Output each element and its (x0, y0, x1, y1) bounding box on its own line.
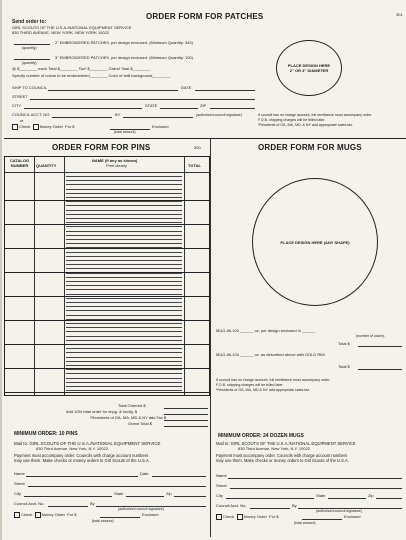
pins-name-row-line (66, 373, 182, 374)
pins-order-row-divider (4, 248, 210, 249)
pins-name-row-line (66, 184, 182, 185)
pins-state-label: State (114, 491, 124, 496)
pins-add-shipping: Add 10% total order for shpg. & hndlg. $ (66, 409, 138, 414)
patches-circle-text: PLACE DESIGN HERE 2" OR 3" DIAMETER (287, 63, 331, 73)
patches-authorized-label: (authorized council signature) (196, 113, 242, 117)
pins-name-row-line (66, 226, 182, 227)
pins-payment-1: Payment must accompany order. Councils with charge account numbers (14, 453, 149, 458)
pins-shipping-field[interactable] (164, 414, 208, 415)
pins-code: 500 (194, 145, 201, 150)
pins-name-row-line (66, 201, 182, 202)
pins-order-row-divider (4, 296, 210, 297)
patches-colors-row: Specify number of colors to be embroidered________ Color of twill background________ (12, 73, 171, 78)
pins-city-label: City (14, 491, 21, 496)
pins-street-field[interactable] (28, 486, 206, 487)
pins-street-label: Street (14, 481, 25, 486)
mugs-state-label: State (316, 493, 326, 498)
pins-council-acct-field[interactable] (48, 506, 88, 507)
pins-col-divider-2 (64, 156, 65, 396)
pins-date-field[interactable] (152, 476, 206, 477)
patches-city-label: CITY (12, 103, 22, 108)
mugs-zip-field[interactable] (376, 498, 402, 499)
pins-name-row-line (66, 336, 182, 337)
pins-total-ordered: Total Ordered $ (118, 403, 146, 408)
patches-2in-line: 2" EMBROIDERED PATCHES, per design enclosed. (Minimum Quantity: 340) (55, 40, 193, 45)
pins-name-row-line (66, 357, 182, 358)
patches-council-acct-label: COUNCIL ACCT. NO. (12, 112, 51, 117)
pins-col-divider-1 (34, 156, 35, 396)
mugs-zip-label: Zip (368, 493, 374, 498)
pins-city-field[interactable] (24, 496, 112, 497)
patches-for-label: For $ (65, 124, 75, 130)
pins-payment-2: may use them. Make checks or money orders to Girl Scouts of the U.S.A. (14, 458, 150, 463)
pins-order-row-divider (4, 224, 210, 225)
patches-ship-to-label: SHIP TO COUNCIL (12, 85, 47, 90)
pins-name-row-line (66, 214, 182, 215)
mugs-circle-text: PLACE DESIGN HERE (ANY SHAPE) (280, 239, 350, 245)
patches-state-field[interactable] (160, 108, 198, 109)
mugs-enclosed-label: Enclosed (344, 514, 361, 519)
mugs-street-field[interactable] (230, 488, 402, 489)
pins-tax-field[interactable] (164, 420, 208, 421)
patches-zip-label: ZIP (200, 103, 207, 108)
pins-name-row-line (66, 235, 182, 236)
mugs-total-1-field[interactable] (358, 346, 402, 347)
mugs-check-checkbox[interactable] (216, 514, 222, 520)
mugs-design-circle (252, 178, 378, 306)
pins-enclosed-label: Enclosed (142, 512, 159, 517)
pins-col-divider-3 (184, 156, 185, 396)
pins-check-label: Check (21, 512, 33, 518)
patches-street-label: STREET (12, 94, 28, 99)
patches-money-order-checkbox[interactable] (33, 124, 39, 130)
pins-order-row-divider (4, 344, 210, 345)
pins-name-row-line (66, 361, 182, 362)
patches-send-to-line1: GIRL SCOUTS OF THE U.S.A./NATIONAL EQUIPMENT SERVICE (12, 25, 132, 30)
pins-name-row-line (66, 386, 182, 387)
patches-check-label: Check (19, 124, 31, 130)
pins-order-row-divider (4, 272, 210, 273)
pins-order-row-divider (4, 368, 210, 369)
patches-council-acct-field[interactable] (52, 117, 112, 118)
mugs-city-field[interactable] (226, 498, 314, 499)
patches-or-label: or (20, 118, 24, 123)
pins-name-row-line (66, 252, 182, 253)
pins-name-row-line (66, 197, 182, 198)
mugs-money-order-label: Money Order (243, 514, 267, 520)
pins-order-row-divider (4, 200, 210, 201)
pins-name-row-line (66, 277, 182, 278)
pins-name-row-line (66, 378, 182, 379)
patches-city-field[interactable] (24, 108, 142, 109)
pins-for-label: For $ (67, 512, 77, 518)
mugs-city-label: City (216, 493, 223, 498)
pins-name-row-line (66, 268, 182, 269)
pins-state-field[interactable] (126, 496, 164, 497)
patches-qty-2in-field[interactable] (14, 44, 50, 45)
pins-date-label: Date (140, 471, 149, 476)
mugs-mug1-line: MUG #6-100 ______ oz. per design enclosed in ______ (216, 328, 316, 333)
pins-amount-field[interactable] (100, 517, 140, 518)
mugs-council-acct-field[interactable] (250, 508, 290, 509)
pins-total-amount-label: (total amount) (92, 519, 114, 523)
patches-note2: F.O.B. shipping charges will be billed later. (258, 118, 326, 122)
patches-state-label: STATE (145, 103, 158, 108)
pins-name-row-line (66, 285, 182, 286)
pins-name-row-line (66, 239, 182, 240)
pins-name-row-line (66, 298, 182, 299)
pins-col-name-sub: Print clearly (106, 163, 127, 168)
mugs-state-field[interactable] (328, 498, 366, 499)
mugs-total-amount-label: (total amount) (294, 521, 316, 525)
patches-design-circle (276, 40, 342, 96)
patches-total-amount-label: (total amount) (114, 130, 136, 134)
pins-grand-total: Grand Total $ (128, 421, 152, 426)
pins-name-label: Name (14, 471, 25, 476)
pins-col-name: NAME (If any as shown) (92, 158, 138, 163)
mugs-mail-addr: 830 Third Avenue, New York, N.Y. 10022 (238, 446, 311, 451)
pins-payment-row (14, 512, 77, 518)
pins-total-ordered-field[interactable] (164, 408, 208, 409)
patches-date-field[interactable] (195, 90, 255, 91)
column-divider (210, 139, 211, 537)
pins-name-row-line (66, 323, 182, 324)
mugs-authorized-label: (authorized council signature) (316, 509, 362, 513)
pins-name-row-line (66, 180, 182, 181)
pins-col-catalog: CATALOG NUMBER (9, 158, 30, 168)
pins-name-row-line (66, 210, 182, 211)
patches-3in-line: 3" EMBROIDERED PATCHES, per design enclosed. (Minimum Quantity: 100) (55, 55, 193, 60)
pins-authorized-label: (authorized council signature) (118, 507, 164, 511)
pins-title: ORDER FORM FOR PINS (52, 143, 151, 152)
mugs-amount-field[interactable] (302, 519, 342, 520)
patches-by-field[interactable] (123, 117, 193, 118)
mugs-council-acct-label: Council Acct. No. (216, 503, 247, 508)
mugs-check-label: Check (223, 514, 235, 520)
pins-name-row-line (66, 281, 182, 282)
mugs-total-1-label: Total $ (338, 341, 350, 346)
pins-name-row-line (66, 382, 182, 383)
pins-zip-field[interactable] (174, 496, 206, 497)
pins-name-row-line (66, 289, 182, 290)
patches-street-field[interactable] (30, 99, 255, 100)
patches-money-order-label: Money Order (39, 124, 63, 130)
patches-send-to-label: Send order to: (12, 19, 47, 25)
pins-name-row-line (66, 260, 182, 261)
pins-name-row-line (66, 348, 182, 349)
pins-mail-to: Mail to: GIRL SCOUTS OF THE U.S.A./NATIONAL EQUIPMENT SERVICE (14, 441, 161, 446)
pins-name-row-line (66, 176, 182, 177)
binder-edge (0, 0, 2, 540)
mugs-payment-row (216, 514, 279, 520)
mugs-total-2-field[interactable] (358, 369, 402, 370)
patches-qty-label: (quantity) (22, 46, 37, 50)
pins-zip-label: Zip (166, 491, 172, 496)
pins-council-acct-label: Council Acct. No. (14, 501, 45, 506)
pins-order-row-divider (4, 392, 210, 393)
patches-price-row: @ $________ each Total $________ Tax* $________ Grand Total $________ (12, 66, 151, 71)
pins-name-row-line (66, 243, 182, 244)
pins-name-row-line (66, 256, 182, 257)
mugs-colors-label: (number of colors) (356, 334, 385, 338)
mugs-name-field[interactable] (228, 478, 402, 479)
mugs-money-order-checkbox[interactable] (237, 514, 243, 520)
page-number: 301 (396, 12, 403, 17)
pins-name-row-line (66, 315, 182, 316)
pins-name-row-line (66, 352, 182, 353)
mugs-street-label: Street (216, 483, 227, 488)
mugs-mail-to: Mail to: GIRL SCOUTS OF THE U.S.A./NATIONAL EQUIPMENT SERVICE (216, 441, 356, 446)
mugs-payment-1: Payment must accompany order. Councils with charge account numbers (216, 453, 348, 458)
patches-note3: *Residents of GA, MA, MD, & NY add appropriate sales tax. (258, 123, 354, 127)
mugs-by-label: By (292, 503, 297, 508)
patches-send-to-line2: 830 THIRD AVENUE, NEW YORK, NEW YORK 10022 (12, 30, 110, 35)
pins-residents-tax: *Residents of GA, MA, MD & NY add Tax $ (90, 415, 167, 420)
mugs-mug2-line: MUG #6-104 ______ oz. as described above with GOLD RIM (216, 352, 325, 357)
pins-mail-addr: 830 Third Avenue, New York, N.Y. 10022 (36, 446, 109, 451)
patches-title: ORDER FORM FOR PATCHES (146, 12, 264, 21)
pins-name-row-line (66, 193, 182, 194)
section-divider (4, 138, 406, 139)
patches-enclosed-label: Enclosed. (152, 124, 170, 129)
pins-by-label: By (90, 501, 95, 506)
mugs-for-label: For $ (269, 514, 279, 520)
pins-col-quantity: QUANTITY (36, 163, 57, 168)
pins-name-row-line (66, 365, 182, 366)
patches-ship-to-field[interactable] (48, 90, 178, 91)
pins-minimum: MINIMUM ORDER: 10 PINS (14, 431, 78, 437)
patches-qty-3in-field[interactable] (14, 59, 50, 60)
pins-check-checkbox[interactable] (14, 512, 20, 518)
pins-name-row-line (66, 310, 182, 311)
mugs-note3: *Residents of GA, MA, MD & NY add appropriate sales tax. (216, 388, 311, 392)
pins-name-row-line (66, 294, 182, 295)
pins-col-total: TOTAL (188, 163, 201, 168)
mugs-title: ORDER FORM FOR MUGS (258, 143, 362, 152)
pins-order-row-divider (4, 320, 210, 321)
patches-qty-label-2: (quantity) (22, 61, 37, 65)
patches-check-checkbox[interactable] (12, 124, 18, 130)
pins-name-row-line (66, 327, 182, 328)
pins-name-row-line (66, 331, 182, 332)
pins-grand-total-field[interactable] (164, 426, 208, 427)
pins-name-row-line (66, 306, 182, 307)
pins-name-row-line (66, 218, 182, 219)
pins-name-row-line (66, 231, 182, 232)
pins-name-field[interactable] (26, 476, 138, 477)
patches-zip-field[interactable] (210, 108, 255, 109)
pins-name-row-line (66, 264, 182, 265)
mugs-minimum: MINIMUM ORDER: 24 DOZEN MUGS (218, 433, 304, 439)
pins-money-order-checkbox[interactable] (35, 512, 41, 518)
mugs-note2: F.O.B. shipping charges will be billed later. (216, 383, 284, 387)
pins-name-row-line (66, 369, 182, 370)
pins-name-row-line (66, 189, 182, 190)
patches-date-label: DATE (181, 85, 192, 90)
patches-payment-row (12, 124, 75, 130)
mugs-total-2-label: Total $ (338, 364, 350, 369)
pins-name-row-line (66, 340, 182, 341)
pins-money-order-label: Money Order (41, 512, 65, 518)
mugs-note1: If council has no charge account, full remittance must accompany order. (216, 378, 331, 382)
mugs-payment-2: may use them. Make checks or money orders to Girl Scouts of the U.S.A. (216, 458, 349, 463)
pins-name-row-line (66, 302, 182, 303)
patches-by-label: BY (115, 112, 121, 117)
mugs-name-label: Name (216, 473, 227, 478)
patches-note1: If council has no charge account, full remittance must accompany order. (258, 113, 373, 117)
pins-name-row-line (66, 205, 182, 206)
